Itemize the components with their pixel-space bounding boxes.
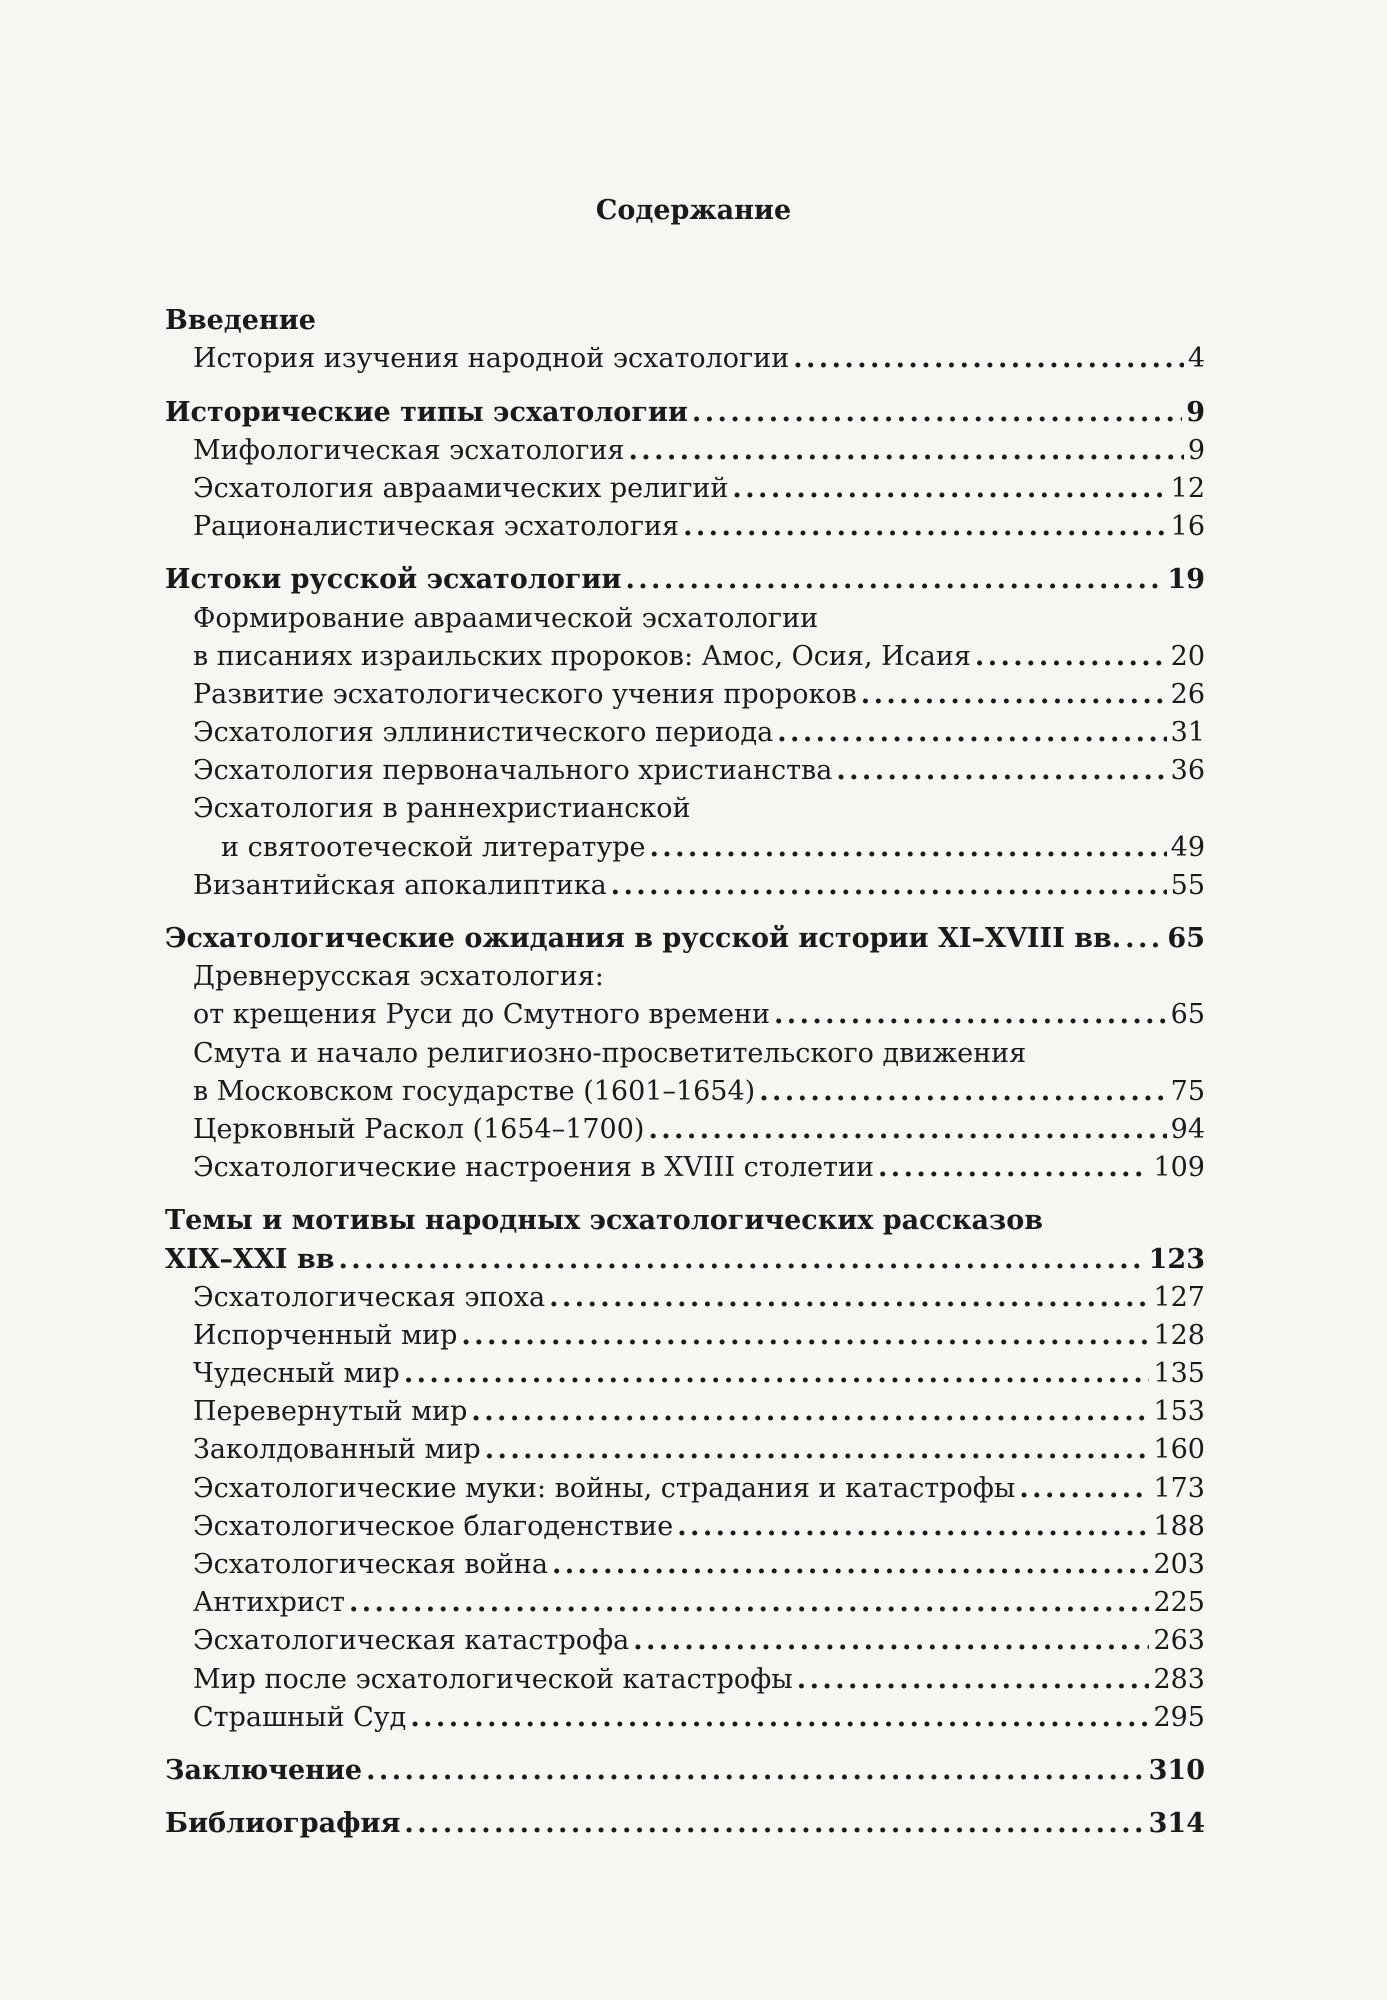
toc-section-heading-line-2[interactable] [165, 1243, 1205, 1281]
page-number: 135 [1153, 1358, 1205, 1390]
page-number: 123 [1148, 1243, 1205, 1275]
page-number: 26 [1170, 678, 1205, 710]
page-number: 19 [1167, 564, 1205, 596]
section-title: Истоки русской эсхатологии [165, 564, 622, 596]
toc-section-heading [165, 305, 1205, 343]
dot-leader [732, 472, 1166, 506]
entry-title: Формирование авраамической эсхатологии [193, 602, 819, 634]
toc-entry[interactable] [165, 1587, 1205, 1625]
entry-title: Эсхатологические настроения в XVIII столетии [193, 1152, 874, 1184]
section-title: Темы и мотивы народных эсхатологических рассказов [165, 1205, 1044, 1237]
dot-leader [404, 1807, 1144, 1841]
toc-entry[interactable] [165, 870, 1205, 908]
page-number: 55 [1170, 869, 1205, 901]
entry-title: Заколдованный мир [193, 1434, 481, 1466]
toc-entry[interactable] [165, 1625, 1205, 1663]
toc-entry[interactable] [165, 1434, 1205, 1472]
section-title-continued: XIX–XXI вв [165, 1243, 335, 1275]
page-number: 225 [1153, 1587, 1205, 1619]
dot-leader [625, 563, 1163, 597]
page-number: 128 [1153, 1319, 1205, 1351]
entry-title: Церковный Раскол (1654–1700) [193, 1113, 645, 1145]
entry-title-continued: от крещения Руси до Смутного времени [193, 999, 770, 1031]
dot-leader [793, 342, 1184, 376]
entry-title: Страшный Суд [193, 1701, 407, 1733]
dot-leader [485, 1433, 1150, 1467]
dot-leader [611, 869, 1167, 903]
toc-entry[interactable] [165, 1511, 1205, 1549]
page-number: 65 [1167, 923, 1205, 954]
toc-entry-line-2[interactable] [165, 999, 1205, 1037]
page-number: 310 [1148, 1754, 1205, 1786]
page-number: 12 [1170, 472, 1205, 504]
toc-entry-line-1[interactable] [165, 793, 1205, 831]
toc-entry[interactable] [165, 1358, 1205, 1396]
toc-entry[interactable] [165, 717, 1205, 755]
dot-leader [975, 640, 1167, 674]
toc-entry-line-1[interactable] [165, 602, 1205, 640]
toc-entry[interactable] [165, 1472, 1205, 1510]
toc-section-heading[interactable] [165, 1808, 1205, 1846]
page-number: 109 [1153, 1152, 1205, 1184]
page-title: Содержание [595, 195, 792, 226]
toc-entry-line-2[interactable] [165, 1076, 1205, 1114]
page-number: 295 [1153, 1701, 1205, 1733]
entry-title: Эсхатологическая война [193, 1549, 548, 1580]
entry-title: Мир после эсхатологической катастрофы [193, 1663, 793, 1695]
entry-title: Мифологическая эсхатология [193, 434, 625, 466]
dot-leader [633, 1624, 1149, 1658]
entry-title: Эсхатология эллинистического периода [193, 717, 774, 749]
entry-title: Перевернутый мир [193, 1396, 468, 1428]
toc-entry-line-1[interactable] [165, 961, 1205, 999]
page-number: 36 [1170, 755, 1205, 787]
toc-entry[interactable] [165, 1114, 1205, 1152]
page-number: 160 [1153, 1434, 1205, 1466]
toc-entry[interactable] [165, 1549, 1205, 1587]
page-number: 153 [1153, 1396, 1205, 1428]
section-title: Заключение [165, 1754, 363, 1786]
section-title: Исторические типы эсхатологии [165, 396, 688, 428]
page-number: 173 [1153, 1472, 1205, 1504]
page-number: 20 [1170, 640, 1205, 672]
entry-title: Византийская апокалиптика [193, 869, 607, 901]
page-number: 314 [1148, 1808, 1205, 1840]
page-number: 49 [1170, 831, 1205, 863]
dot-leader [774, 998, 1167, 1032]
entry-title: Эсхатологические муки: войны, страдания и катастрофы [193, 1472, 1016, 1504]
entry-title: Испорченный мир [193, 1319, 458, 1351]
dot-leader [349, 1586, 1150, 1620]
dot-leader [650, 831, 1167, 865]
dot-leader [366, 1754, 1145, 1788]
section-title: Библиография [165, 1808, 401, 1840]
toc-entry[interactable] [165, 1320, 1205, 1358]
dot-leader [1019, 1472, 1149, 1506]
entry-title: Эсхатологическая эпоха [193, 1281, 546, 1313]
toc-entry[interactable] [165, 679, 1205, 717]
page-number: 94 [1170, 1113, 1205, 1145]
toc-entry[interactable] [165, 1663, 1205, 1701]
page-number: 4 [1187, 343, 1205, 375]
entry-title: Древнерусская эсхатология: [193, 961, 604, 993]
toc-entry[interactable] [165, 1152, 1205, 1190]
page-number: 65 [1170, 999, 1205, 1031]
entry-title: Развитие эсхатологического учения пророков [193, 678, 857, 710]
toc-entry-line-2[interactable] [165, 641, 1205, 679]
section-title: Эсхатологические ожидания в русской истории XI–XVIII вв. [165, 923, 1122, 954]
page-number: 263 [1153, 1625, 1205, 1657]
toc-entry[interactable] [165, 1396, 1205, 1434]
toc-entry[interactable] [165, 435, 1205, 473]
toc-entry-line-1[interactable] [165, 1037, 1205, 1075]
toc-entry[interactable] [165, 343, 1205, 381]
dot-leader [861, 678, 1167, 712]
toc-section-heading[interactable] [165, 564, 1205, 602]
entry-title: Рационалистическая эсхатология [193, 511, 680, 543]
entry-title: Эсхатологическое благоденствие [193, 1510, 674, 1542]
entry-title-continued: в Московском государстве (1601–1654) [193, 1075, 756, 1107]
page-number: 203 [1153, 1549, 1205, 1580]
toc-entry-line-2[interactable] [165, 831, 1205, 869]
toc-entry[interactable] [165, 1702, 1205, 1740]
entry-title: Чудесный мир [193, 1358, 400, 1390]
dot-leader [683, 510, 1167, 544]
dot-leader [648, 1113, 1166, 1147]
entry-title: Смута и начало религиозно-просветительского движения [193, 1037, 1027, 1069]
entry-title: Эсхатология в раннехристианской [193, 793, 691, 825]
dot-leader [461, 1319, 1149, 1353]
entry-title: Антихрист [193, 1587, 345, 1619]
toc-entry[interactable] [165, 511, 1205, 549]
page-number: 9 [1187, 434, 1205, 466]
dot-leader [759, 1075, 1166, 1109]
dot-leader [836, 754, 1166, 788]
dot-leader [549, 1281, 1149, 1315]
dot-leader [404, 1357, 1150, 1391]
dot-leader [410, 1701, 1149, 1735]
toc-entry[interactable] [165, 1282, 1205, 1320]
dot-leader [1125, 922, 1163, 956]
section-title: Введение [165, 305, 316, 337]
entry-title-continued: и святоотеческой литературе [221, 831, 646, 863]
dot-leader [677, 1510, 1149, 1544]
entry-title: Эсхатология первоначального христианства [193, 755, 833, 787]
dot-leader [552, 1548, 1150, 1582]
dot-leader [777, 716, 1166, 750]
toc-section-heading[interactable] [165, 396, 1205, 434]
dot-leader [471, 1395, 1149, 1429]
page-number: 31 [1170, 717, 1205, 749]
toc-section-heading[interactable] [165, 1755, 1205, 1793]
dot-leader [797, 1663, 1150, 1697]
table-of-contents [165, 305, 1205, 1846]
entry-title-continued: в писаниях израильских пророков: Амос, Осия, Исаия [193, 640, 971, 672]
dot-leader [338, 1243, 1144, 1277]
toc-section-heading-line-1[interactable] [165, 1205, 1205, 1243]
entry-title: Эсхатологическая катастрофа [193, 1625, 630, 1657]
page-number: 188 [1153, 1510, 1205, 1542]
page-number: 75 [1170, 1075, 1205, 1107]
page-number: 127 [1153, 1281, 1205, 1313]
toc-entry[interactable] [165, 755, 1205, 793]
page-number: 283 [1153, 1663, 1205, 1695]
toc-entry[interactable] [165, 473, 1205, 511]
page-number: 16 [1170, 511, 1205, 543]
dot-leader [692, 396, 1182, 430]
dot-leader [878, 1151, 1149, 1185]
entry-title: Эсхатология авраамических религий [193, 472, 729, 504]
toc-section-heading[interactable] [165, 923, 1205, 961]
entry-title: История изучения народной эсхатологии [193, 343, 790, 375]
page-number: 9 [1186, 396, 1205, 428]
dot-leader [628, 434, 1183, 468]
